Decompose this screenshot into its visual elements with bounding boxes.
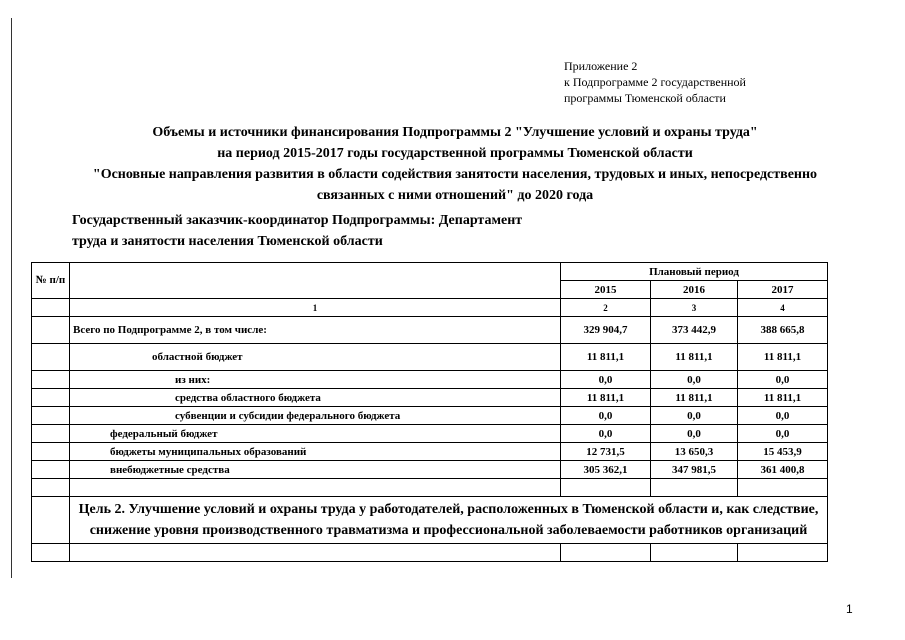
year-2016-header: 2016: [651, 281, 738, 299]
goal-text: Цель 2. Улучшение условий и охраны труда у работодателей, расположенных в Тюменской области и, как следствие, снижение уровня производственного травматизма и профессиональной заболеваемости работников организаций: [70, 497, 828, 544]
table-row: [32, 461, 828, 479]
row-label: Всего по Подпрограмме 2, в том числе:: [70, 317, 561, 344]
row-label: внебюджетные средства: [70, 461, 561, 479]
table-row: [32, 317, 828, 344]
value-2016: 11 811,1: [651, 389, 738, 407]
column-number-2: 2: [561, 299, 651, 317]
value-2017: 11 811,1: [738, 389, 828, 407]
document-title: [30, 122, 880, 206]
value-2017: 11 811,1: [738, 344, 828, 371]
row-number-cell: [32, 344, 70, 371]
empty-cell: [32, 479, 70, 497]
table-row: [32, 371, 828, 389]
row-label: федеральный бюджет: [70, 425, 561, 443]
goal-row: [32, 497, 828, 544]
title-line-4: связанных с ними отношений" до 2020 года: [316, 188, 594, 203]
empty-cell: [651, 479, 738, 497]
value-2015: 329 904,7: [561, 317, 651, 344]
empty-cell: [738, 479, 828, 497]
row-label: субвенции и субсидии федерального бюджета: [70, 407, 561, 425]
value-2015: 0,0: [561, 371, 651, 389]
value-2017: 361 400,8: [738, 461, 828, 479]
header-row-1: [32, 263, 828, 281]
row-label: областной бюджет: [70, 344, 561, 371]
customer-line-2: труда и занятости населения Тюменской области: [72, 234, 383, 249]
table-row: [32, 407, 828, 425]
value-2015: 11 811,1: [561, 344, 651, 371]
column-number-1: 1: [70, 299, 561, 317]
year-2015-header: 2015: [561, 281, 651, 299]
value-2017: 0,0: [738, 407, 828, 425]
appendix-line-2: к Подпрограмме 2 государственной: [564, 75, 746, 89]
table-row: [32, 389, 828, 407]
column-number-empty: [32, 299, 70, 317]
value-2016: 0,0: [651, 407, 738, 425]
table-row: [32, 443, 828, 461]
value-2016: 0,0: [651, 371, 738, 389]
page-edge-rule: [11, 18, 12, 578]
name-header-cell: [70, 263, 561, 299]
customer-line-1: Государственный заказчик-координатор Подпрограммы: Департамент: [72, 213, 523, 228]
row-number-cell: [32, 371, 70, 389]
page-number: 1: [846, 602, 853, 616]
empty-cell: [70, 544, 561, 562]
value-2017: 0,0: [738, 371, 828, 389]
empty-cell: [561, 479, 651, 497]
value-2016: 373 442,9: [651, 317, 738, 344]
row-label: из них:: [70, 371, 561, 389]
value-2016: 347 981,5: [651, 461, 738, 479]
row-number-cell: [32, 317, 70, 344]
column-numbers-row: [32, 299, 828, 317]
title-line-3: "Основные направления развития в области содействия занятости населения, трудовых и иных, непосредственно: [92, 167, 818, 182]
customer-coordinator: [72, 210, 522, 252]
empty-cell: [651, 544, 738, 562]
empty-cell: [70, 479, 561, 497]
year-2017-header: 2017: [738, 281, 828, 299]
row-number-cell: [32, 461, 70, 479]
empty-cell: [32, 544, 70, 562]
row-number-cell: [32, 443, 70, 461]
row-label: средства областного бюджета: [70, 389, 561, 407]
value-2015: 0,0: [561, 407, 651, 425]
goal-number-cell: [32, 497, 70, 544]
column-number-4: 4: [738, 299, 828, 317]
value-2015: 305 362,1: [561, 461, 651, 479]
value-2015: 0,0: [561, 425, 651, 443]
row-number-cell: [32, 389, 70, 407]
empty-cell: [738, 544, 828, 562]
row-number-cell: [32, 425, 70, 443]
empty-row: [32, 544, 828, 562]
value-2015: 12 731,5: [561, 443, 651, 461]
value-2016: 0,0: [651, 425, 738, 443]
empty-cell: [561, 544, 651, 562]
value-2017: 388 665,8: [738, 317, 828, 344]
appendix-line-3: программы Тюменской области: [564, 91, 726, 105]
value-2016: 13 650,3: [651, 443, 738, 461]
value-2017: 15 453,9: [738, 443, 828, 461]
no-header-cell: № п/п: [32, 263, 70, 299]
value-2016: 11 811,1: [651, 344, 738, 371]
value-2015: 11 811,1: [561, 389, 651, 407]
empty-row: [32, 479, 828, 497]
appendix-line-1: Приложение 2: [564, 59, 638, 73]
table-row: [32, 344, 828, 371]
financing-table: [31, 262, 828, 562]
plan-period-header: Плановый период: [561, 263, 828, 281]
title-line-1: Объемы и источники финансирования Подпрограммы 2 "Улучшение условий и охраны труда": [152, 125, 758, 140]
row-number-cell: [32, 407, 70, 425]
table-row: [32, 425, 828, 443]
title-line-2: на период 2015-2017 годы государственной программы Тюменской области: [217, 146, 693, 161]
row-label: бюджеты муниципальных образований: [70, 443, 561, 461]
appendix-note: [564, 58, 746, 106]
column-number-3: 3: [651, 299, 738, 317]
value-2017: 0,0: [738, 425, 828, 443]
